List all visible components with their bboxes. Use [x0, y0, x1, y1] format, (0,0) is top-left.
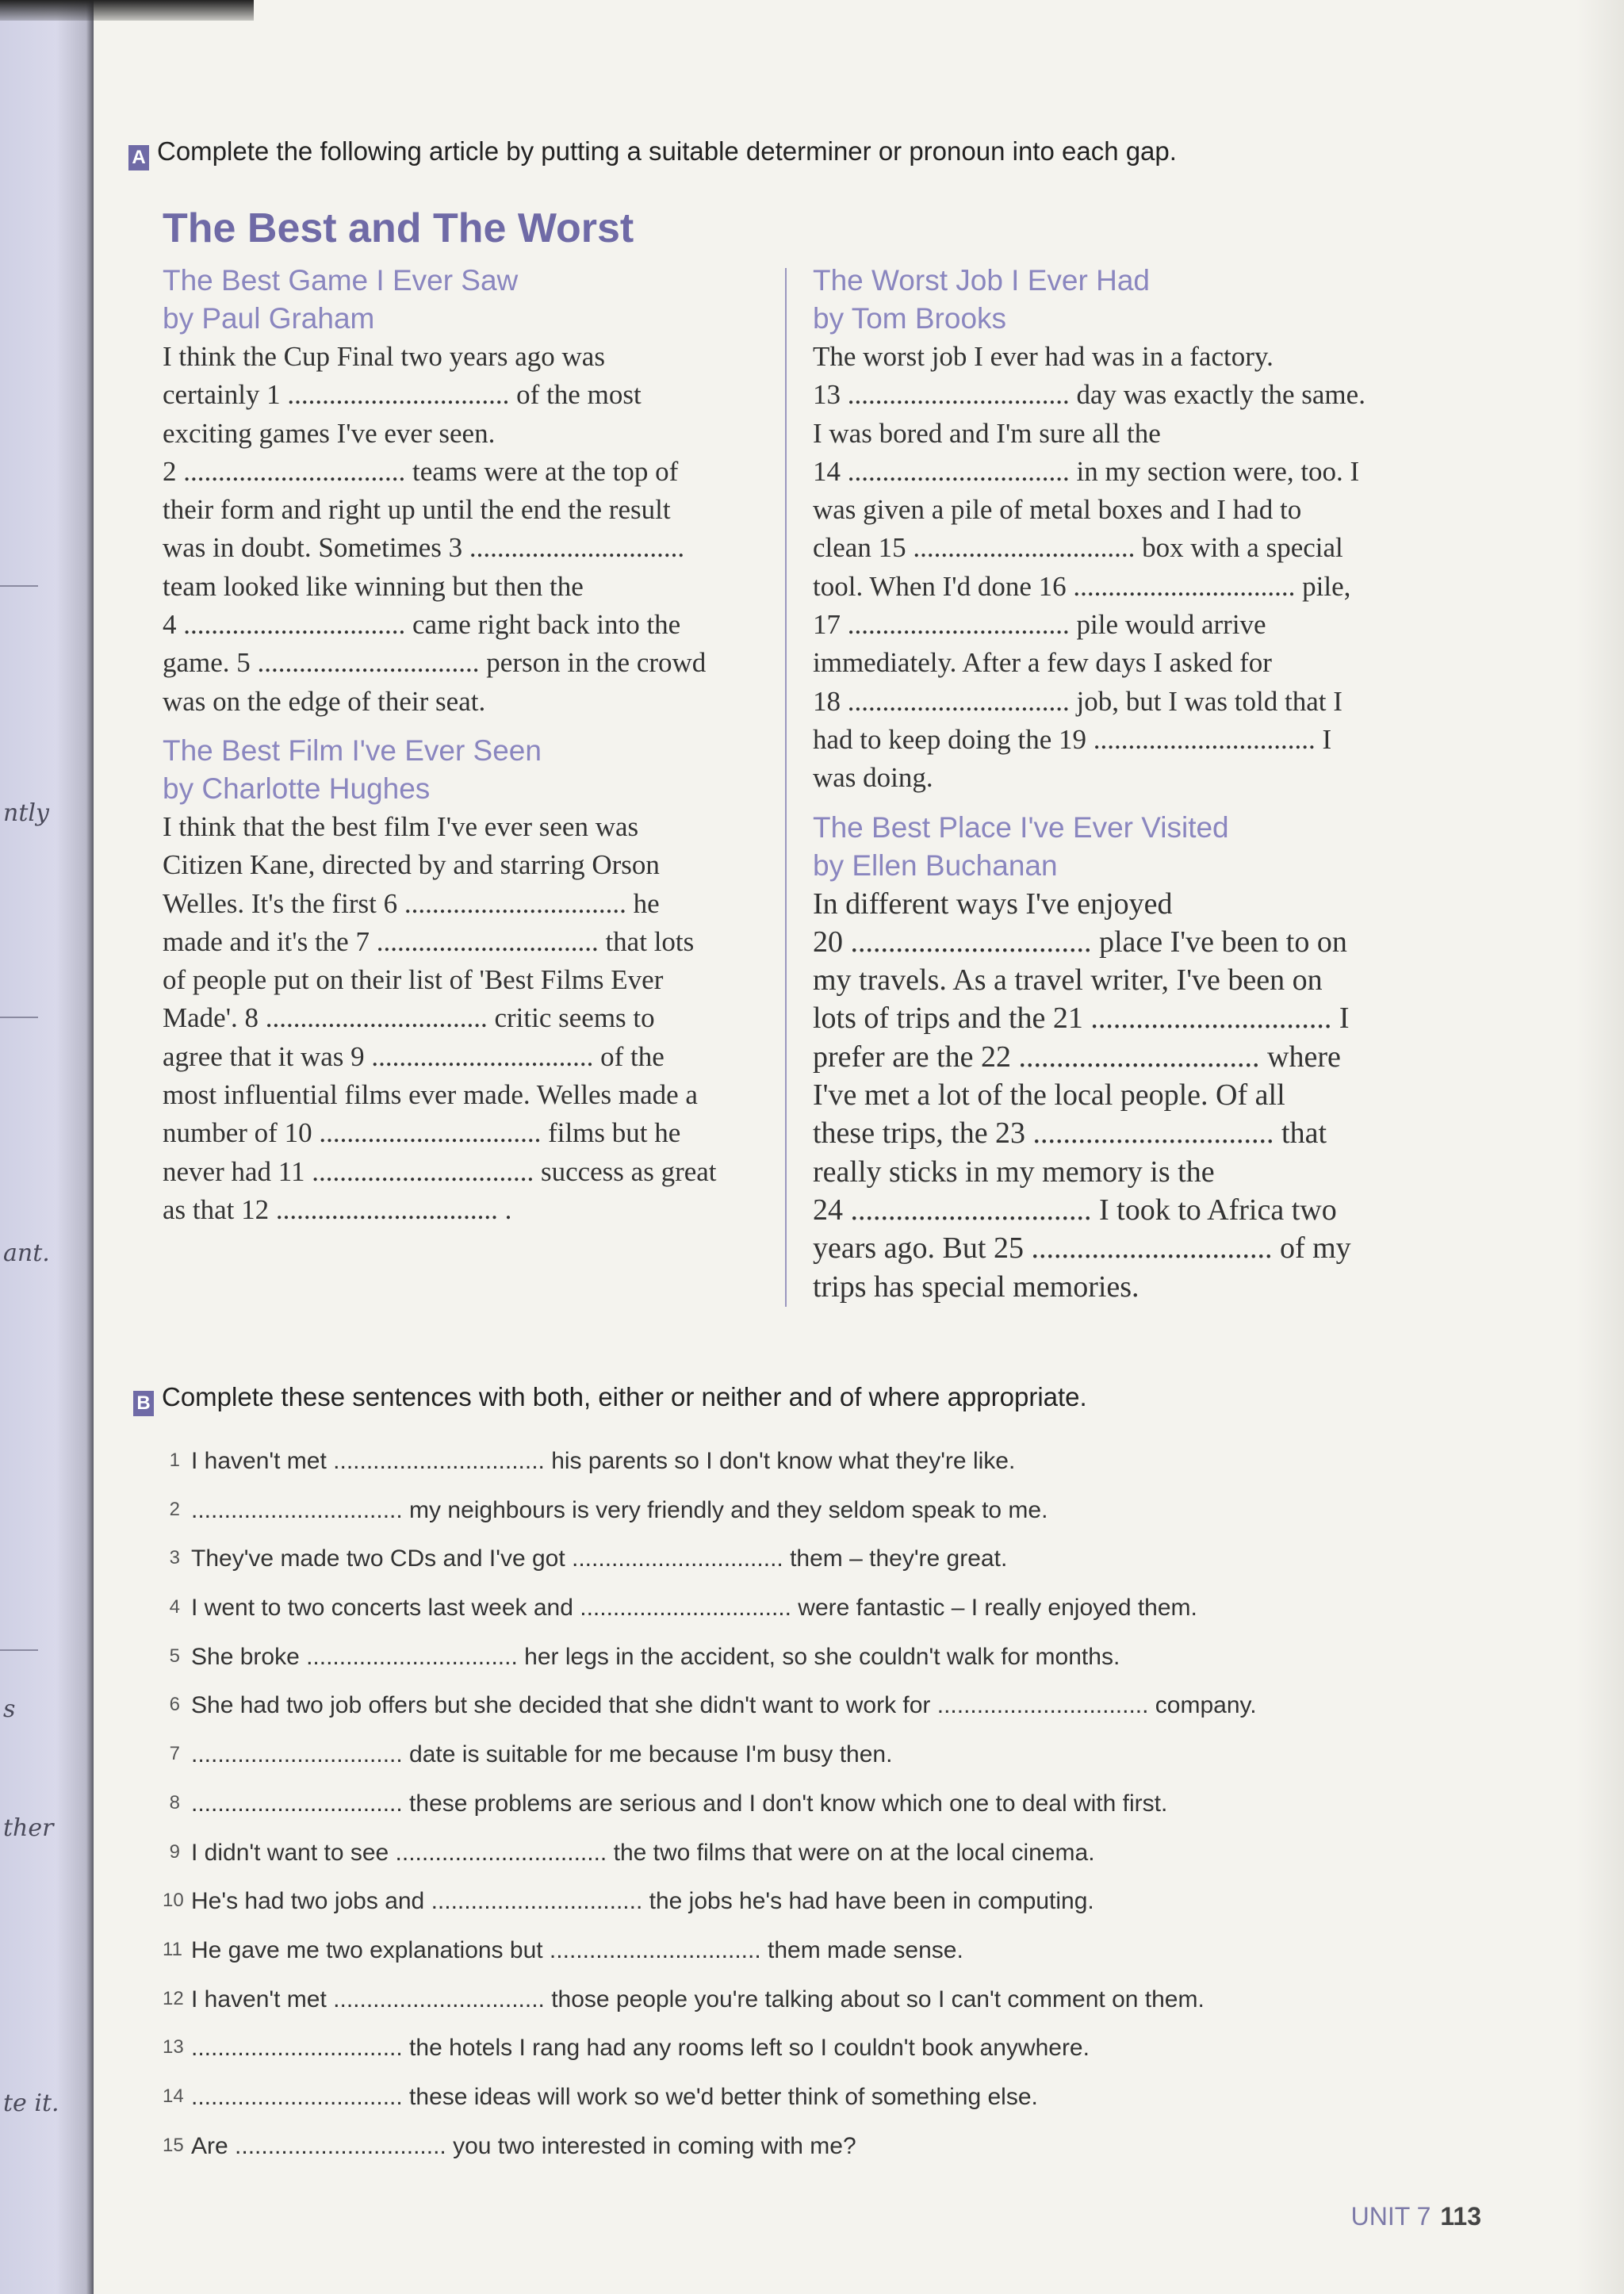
item-sentence: She had two job offers but she decided that she didn't want to work for ................................ company. — [191, 1692, 1257, 1719]
item-sentence: ................................ these ideas will work so we'd better think of something else. — [191, 2083, 1038, 2110]
article-section-best-game — [163, 262, 773, 721]
section-a-marker: A — [128, 145, 149, 170]
item-number: 3 — [169, 1547, 180, 1569]
exercise-item — [163, 1687, 1447, 1737]
item-number: 10 — [163, 1890, 184, 1912]
section-author: by Charlotte Hughes — [163, 772, 431, 805]
section-author: by Paul Graham — [163, 302, 375, 335]
section-title: The Best Game I Ever Saw — [163, 264, 519, 297]
margin-fragment: ther — [3, 1814, 54, 1842]
article-section-best-film — [163, 732, 773, 1229]
item-sentence: She broke ................................ her legs in the accident, so she couldn't walk for months. — [191, 1643, 1120, 1670]
binding-shadow — [0, 0, 254, 21]
section-body: The worst job I ever had was in a factory. 13 ................................ day was exactly the same. I was bored and I'm sure all the 14 ................................ in my section were, too. I was given a pile of metal boxes and I had to clean 15 ................................ box with a special tool. When I'd done 16 ................................ pile, 17 ................................ pile would arrive immediately. After a few days I asked for 18 ................................ job, but I was told that I had to keep doing the 19 ................................ I was doing. — [813, 341, 1365, 794]
item-sentence: I didn't want to see ................................ the two films that were on at the local cinema. — [191, 1839, 1095, 1866]
section-body: I think that the best film I've ever seen was Citizen Kane, directed by and starring Orson Welles. It's the first 6 ................................ he made and it's the 7 ................................ that lots of people put on their list of 'Best Films Ever Made'. 8 ................................ critic seems to agree that it was 9 ................................ of the most influential films ever made. Welles made a number of 10 ................................ films but he never had 11 ................................ success as great as that 12 ................................ . — [163, 810, 717, 1225]
article-right-column — [813, 262, 1431, 1317]
item-sentence: ................................ these problems are serious and I don't know which one to deal with first. — [191, 1790, 1168, 1817]
item-sentence: ................................ date is suitable for me because I'm busy then. — [191, 1741, 893, 1768]
margin-fragment: ntly — [3, 799, 49, 827]
section-author: by Tom Brooks — [813, 302, 1007, 335]
margin-fragment: ant. — [3, 1239, 50, 1267]
section-a-instruction-text: Complete the following article by putting a suitable determiner or pronoun into each gap. — [157, 136, 1177, 166]
margin-rule — [0, 585, 38, 587]
exercise-item — [163, 2128, 1447, 2177]
section-body: I think the Cup Final two years ago was certainly 1 ................................ of the most exciting games I've ever seen. 2 ................................ teams were at the top of their form and right up until the end the result was in doubt. Sometimes 3 ............................... team looked like winning but then the 4 ................................ came right back into the game. 5 ................................ person in the crowd was on the edge of their seat. — [163, 341, 707, 717]
section-title: The Best Film I've Ever Seen — [163, 733, 542, 767]
unit-label: UNIT 7 — [1350, 2202, 1431, 2231]
exercise-item — [163, 1492, 1447, 1541]
item-sentence: ................................ my neighbours is very friendly and they seldom speak to me. — [191, 1496, 1048, 1523]
exercise-item — [163, 1443, 1447, 1492]
previous-page-edge — [0, 0, 94, 2294]
section-author: by Ellen Buchanan — [813, 848, 1058, 882]
item-number: 6 — [169, 1694, 180, 1716]
section-a-instruction — [128, 136, 1177, 170]
article-section-worst-job — [813, 262, 1431, 798]
section-title: The Worst Job I Ever Had — [813, 264, 1150, 297]
article-left-column — [163, 262, 773, 1240]
item-number: 11 — [163, 1938, 182, 1960]
item-number: 13 — [163, 2036, 184, 2058]
item-sentence: I went to two concerts last week and ................................ were fantastic – I really enjoyed them. — [191, 1595, 1197, 1622]
item-number: 15 — [163, 2134, 184, 2156]
page-footer — [1351, 2202, 1481, 2231]
margin-rule — [0, 1017, 38, 1018]
exercise-item — [163, 1982, 1447, 2031]
margin-fragment: s — [3, 1695, 16, 1723]
exercise-item — [163, 1590, 1447, 1639]
item-number: 8 — [169, 1791, 180, 1813]
item-number: 1 — [169, 1450, 180, 1471]
item-sentence: He's had two jobs and ................................ the jobs he's had have been in computing. — [191, 1888, 1094, 1915]
exercise-item — [163, 1639, 1447, 1688]
item-sentence: Are ................................ you two interested in coming with me? — [191, 2132, 856, 2159]
exercise-item — [163, 1883, 1447, 1932]
section-title: The Best Place I've Ever Visited — [813, 810, 1229, 844]
section-b-marker: B — [133, 1391, 154, 1416]
item-number: 9 — [169, 1840, 180, 1863]
exercise-item — [163, 1737, 1447, 1786]
exercise-item — [163, 1786, 1447, 1835]
margin-fragment: te it. — [3, 2089, 59, 2117]
item-sentence: They've made two CDs and I've got ................................ them – they're great. — [191, 1545, 1008, 1572]
exercise-item — [163, 2079, 1447, 2128]
exercise-b-list — [163, 1443, 1447, 2177]
article-title: The Best and The Worst — [163, 205, 634, 251]
exercise-item — [163, 1835, 1447, 1884]
item-number: 12 — [163, 1987, 184, 2009]
exercise-item — [163, 2030, 1447, 2079]
exercise-item — [163, 1541, 1447, 1590]
item-sentence: I haven't met ................................ those people you're talking about so I can't comment on them. — [191, 1986, 1205, 2013]
exercise-item — [163, 1932, 1447, 1982]
article-section-best-place — [813, 809, 1431, 1306]
item-sentence: He gave me two explanations but ................................ them made sense. — [191, 1936, 963, 1963]
item-number: 5 — [169, 1645, 180, 1667]
page-edge — [1576, 0, 1624, 2294]
section-body: In different ways I've enjoyed 20 ................................ place I've been to on my travels. As a travel writer, I've been on lots of trips and the 21 ................................ I prefer are the 22 ................................ where I've met a lot of the local people. Of all these trips, the 23 ................................ that really sticks in my memory is the 24 ................................ I took to Africa two years ago. But 25 ................................ of my trips has special memories. — [813, 887, 1351, 1304]
item-number: 7 — [169, 1743, 180, 1765]
item-number: 4 — [169, 1596, 180, 1618]
page-number: 113 — [1440, 2202, 1481, 2231]
column-divider — [785, 268, 787, 1307]
section-b-instruction-text: Complete these sentences with both, either or neither and of where appropriate. — [162, 1382, 1087, 1411]
item-sentence: ................................ the hotels I rang had any rooms left so I couldn't book anywhere. — [191, 2035, 1090, 2062]
item-number: 2 — [169, 1498, 180, 1520]
section-b-instruction — [133, 1382, 1087, 1416]
margin-rule — [0, 1649, 38, 1651]
item-number: 14 — [163, 2085, 184, 2107]
item-sentence: I haven't met ................................ his parents so I don't know what they're like. — [191, 1448, 1016, 1474]
